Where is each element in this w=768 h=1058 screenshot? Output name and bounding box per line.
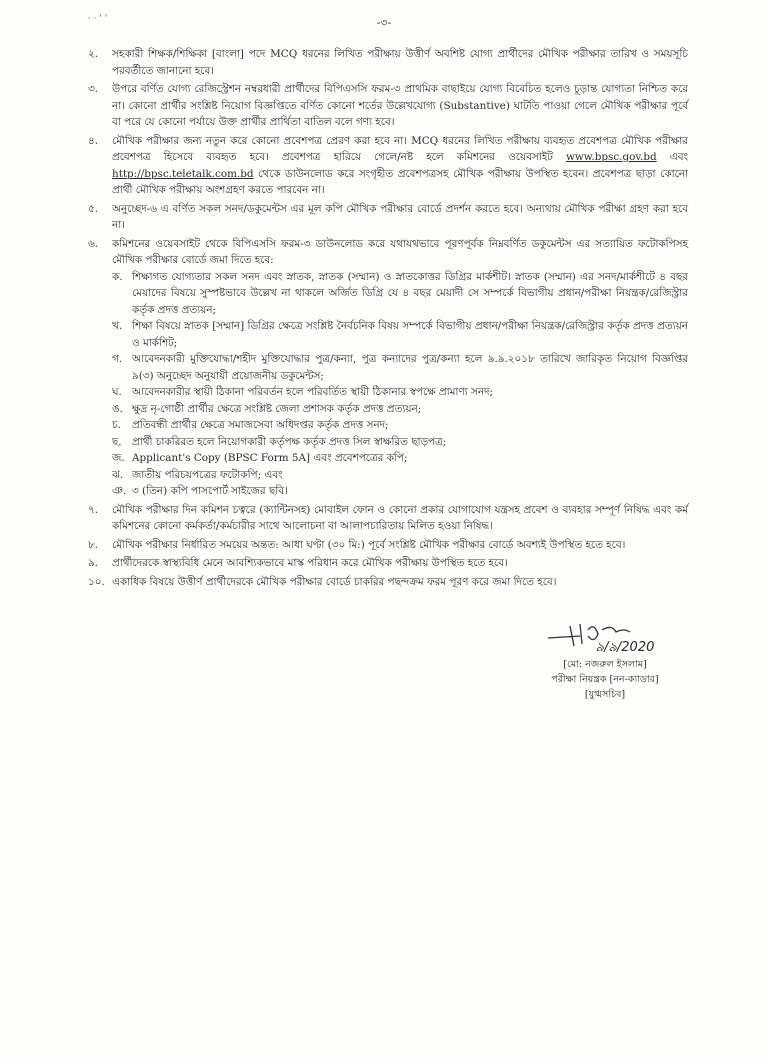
subitem-number: ঞ.	[112, 485, 127, 497]
subitem-number: খ.	[112, 320, 123, 332]
item-text-part: এবং	[669, 151, 688, 163]
sublist-item	[112, 384, 688, 401]
item-number: ৪.	[88, 134, 99, 147]
sublist-item	[112, 351, 688, 384]
subitem-number: ঘ.	[112, 386, 122, 398]
list-item-9	[88, 555, 688, 572]
subitem-number: ঙ.	[112, 402, 123, 415]
item-text-part: মৌখিক পরীক্ষার জন্য নতুন করে কোনো প্রবেশপত্র প্রেরণ করা হবে না। MCQ ধরনের লিখিত পরীক্ষায় ব্যবহৃত প্রবেশপত্র মৌখিক পরীক্ষার প্রবেশপত্র হিসেবে ব্যবহৃত হবে। প্রবেশপত্র হারিয়ে গেলে/নষ্ট হলে কমিশনের ওয়েবসাইট	[112, 134, 688, 163]
subitem-number: জ.	[112, 452, 125, 464]
scan-marks: · · ' '	[88, 14, 108, 24]
signatory-rank: [যুগ্মসচিব]	[584, 689, 626, 700]
bpsc-website-link[interactable]: www.bpsc.gov.bd	[565, 151, 657, 163]
sublist-item	[112, 417, 688, 434]
item-text	[112, 133, 688, 199]
subitem-text: প্রতিবন্ধী প্রার্থীর ক্ষেত্রে সমাজসেবা অধিদপ্তর কর্তৃক প্রদত্ত সনদ;	[132, 419, 389, 431]
item-text: প্রার্থীদেরকে স্বাস্থ্যবিধি মেনে আবশ্যিকভাবে মাস্ক পরিধান করে মৌখিক পরীক্ষায় উপস্থিত হতে হবে।	[112, 557, 508, 569]
teletalk-website-link[interactable]: http://bpsc.teletalk.com.bd	[112, 167, 254, 180]
item-number: ৮.	[88, 538, 99, 551]
list-item-5	[88, 201, 688, 234]
item-text: একাধিক বিষয়ে উত্তীর্ণ প্রার্থীদেরকে মৌখিক পরীক্ষার বোর্ডে চাকরির পছন্দক্রম ফরম পূরণ করে জমা দিতে হবে।	[112, 575, 557, 588]
sublist-item	[112, 434, 688, 451]
list-item-7	[88, 502, 688, 535]
item-number: ৭.	[88, 503, 99, 516]
list-item-3	[88, 81, 688, 131]
subitem-number: চ.	[112, 419, 121, 431]
subitem-number: ঝ.	[112, 468, 124, 481]
subitem-text: Applicant's Copy (BPSC Form 5A] এবং প্রবেশপত্রের কপি;	[132, 452, 408, 464]
item-text: কমিশনের ওয়েবসাইট থেকে বিপিএসসি ফরম-৩ ডাউনলোড করে যথাযথভাবে পূরণপূর্বক নিম্নবর্ণিত ডকুমেন্টস এর সত্যায়িত ফটোকপিসহ মৌখিক পরীক্ষার বোর্ডে জমা দিতে হবে:	[112, 237, 688, 266]
instruction-list	[88, 46, 688, 592]
page-number: -৩-	[376, 16, 392, 29]
item-text: মৌখিক পরীক্ষার নির্ধারিত সময়ের অন্তত: আধা ঘণ্টা (৩০ মি:) পূর্বে সংশ্লিষ্ট মৌখিক পরীক্ষার বোর্ডে অবশ্যই উপস্থিত হতে হবে।	[112, 538, 626, 551]
subitem-text: প্রার্থী চাকরিরত হলে নিয়োগকারী কর্তৃপক্ষ কর্তৃক প্রদত্ত সিল স্বাক্ষরিত ছাড়পত্র;	[132, 435, 447, 448]
subitem-text: আবেদনকারী মুক্তিযোদ্ধা/শহীদ মুক্তিযোদ্ধার পুত্র/কন্যা, পুত্র কন্যাদের পুত্র/কন্যা হলে ৯.৯.২০১৮ তারিখে জারিকৃত নিয়োগ বিজ্ঞপ্তির ৯(৩) অনুচ্ছেদ অনুযায়ী প্রয়োজনীয় ডকুমেন্টস;	[132, 353, 688, 382]
list-item-2	[88, 46, 688, 79]
subitem-number: ক.	[112, 270, 123, 283]
subitem-text: জাতীয় পরিচয়পত্রের ফটোকপি; এবং	[132, 468, 283, 481]
item-text: সহকারী শিক্ষক/শিক্ষিকা [বাংলা] পদে MCQ ধরনের লিখিত পরীক্ষায় উত্তীর্ণ অবশিষ্ট যোগ্য প্রার্থীদের মৌখিক পরীক্ষার তারিখ ও সময়সূচি পরবর্তীতে জানানো হবে।	[112, 48, 688, 77]
item-text: অনুচ্ছেদ-৬ এ বর্ণিত সকল সনদ/ডকুমেন্টস এর মূল কপি মৌখিক পরীক্ষার বোর্ডে প্রদর্শন করতে হবে। অন্যথায় মৌখিক পরীক্ষা গ্রহণ করা হবে না।	[112, 202, 688, 231]
subitem-text: ক্ষুদ্র নৃ-গোষ্ঠী প্রার্থীর ক্ষেত্রে সংশ্লিষ্ট জেলা প্রশাসক কর্তৃক প্রদত্ত প্রত্যয়ন;	[132, 402, 422, 415]
signatory-name: [মো: নজরুল ইসলাম]	[563, 659, 647, 670]
list-item-4	[88, 133, 688, 199]
item-number: ১০.	[88, 575, 105, 588]
item-text-part: থেকে ডাউনলোড করে সংগৃহীত প্রবেশপত্রসহ মৌখিক পরীক্ষায় উপস্থিত হবেন। প্রবেশপত্র ছাড়া কোনো প্রার্থী মৌখিক পরীক্ষায় অংশগ্রহণ করতে পারবেন না।	[112, 167, 688, 196]
item-text: উপরে বর্ণিত যোগ্য রেজিস্ট্রেশন নম্বরধারী প্রার্থীদের বিপিএসসি ফরম-৩ প্রাথমিক বাছাইয়ে যোগ্য বিবেচিত হলেও চূড়ান্ত যোগ্যতা নিশ্চিত করে না। কোনো প্রার্থীর সংশ্লিষ্ট নিয়োগ বিজ্ঞপ্তিতে বর্ণিত কোনো শর্তের উল্লেখযোগ্য (Substantive) ঘাটতি পাওয়া গেলে মৌখিক পরীক্ষার পূর্বে বা পরে যে কোনো পর্যায়ে উক্ত প্রার্থীর প্রার্থিতা বাতিল বলে গণ্য হবে।	[112, 83, 688, 128]
subitem-text: শিক্ষা বিষয়ে স্নাতক [সম্মান] ডিগ্রির ক্ষেত্রে সংশ্লিষ্ট নৈর্বচনিক বিষয় সম্পর্কে বিভাগীয় প্রধান/পরীক্ষা নিয়ন্ত্রক/রেজিস্ট্রার কর্তৃক প্রদত্ত প্রত্যয়ন ও মার্কশিট;	[132, 320, 688, 349]
subitem-number: গ.	[112, 353, 123, 365]
signatory-designation: পরীক্ষা নিয়ন্ত্রক [নন-ক্যাডার]	[551, 674, 659, 685]
subitem-text: আবেদনকারীর স্থায়ী ঠিকানা পরিবর্তন হলে পরিবর্তিত স্থায়ী ঠিকানার স্বপক্ষে প্রামাণ্য সনদ;	[132, 386, 494, 398]
sublist-item	[112, 450, 688, 467]
subitem-text: শিক্ষাগত যোগ্যতার সকল সনদ এবং স্নাতক, স্নাতক (সম্মান) ও স্নাতকোত্তর ডিগ্রির মার্কশীট। স্নাতক (সম্মান) এর সনদ/মার্কশীটে ৪ বছর মেয়াদের বিষয়ে সুস্পষ্টভাবে উল্লেখ না থাকলে অর্জিত ডিগ্রি যে ৪ বছর মেয়াদী সে সম্পর্কে বিভাগীয় প্রধান/পরীক্ষা নিয়ন্ত্রক/রেজিস্ট্রার কর্তৃক প্রদত্ত প্রত্যয়ন;	[132, 270, 688, 316]
list-item-8	[88, 537, 688, 554]
item-text: মৌখিক পরীক্ষার দিন কমিশন চত্বরে (ক্যান্টিনসহ) মোবাইল ফোন ও কোনো প্রকার যোগাযোগ যন্ত্রসহ প্রবেশ ও ব্যবহার সম্পূর্ণ নিষিদ্ধ এবং কর্ম কমিশনের কোনো কর্মকর্তা/কর্মচারীর সাথে আলোচনা বা আলাপচারিতায় মিলিত হওয়া নিষিদ্ধ।	[112, 503, 688, 532]
subitem-text: ৩ (তিন) কপি পাসপোর্ট সাইজের ছবি।	[132, 485, 288, 497]
sublist-item	[112, 483, 688, 500]
item-number: ৯.	[88, 557, 99, 569]
item-number: ৬.	[88, 237, 99, 250]
sublist-item	[112, 269, 688, 319]
list-item-10	[88, 574, 688, 591]
subitem-number: ছ.	[112, 435, 122, 448]
signature-block	[530, 618, 680, 702]
sublist-item	[112, 401, 688, 418]
sublist-item	[112, 467, 688, 484]
document-sublist	[112, 269, 688, 500]
sublist-item	[112, 318, 688, 351]
item-number: ৫.	[88, 202, 99, 215]
list-item-6	[88, 236, 688, 500]
signature-date: ৯/৯/2020	[595, 640, 655, 655]
item-number: ৩.	[88, 83, 99, 95]
item-number: ২.	[88, 48, 99, 60]
